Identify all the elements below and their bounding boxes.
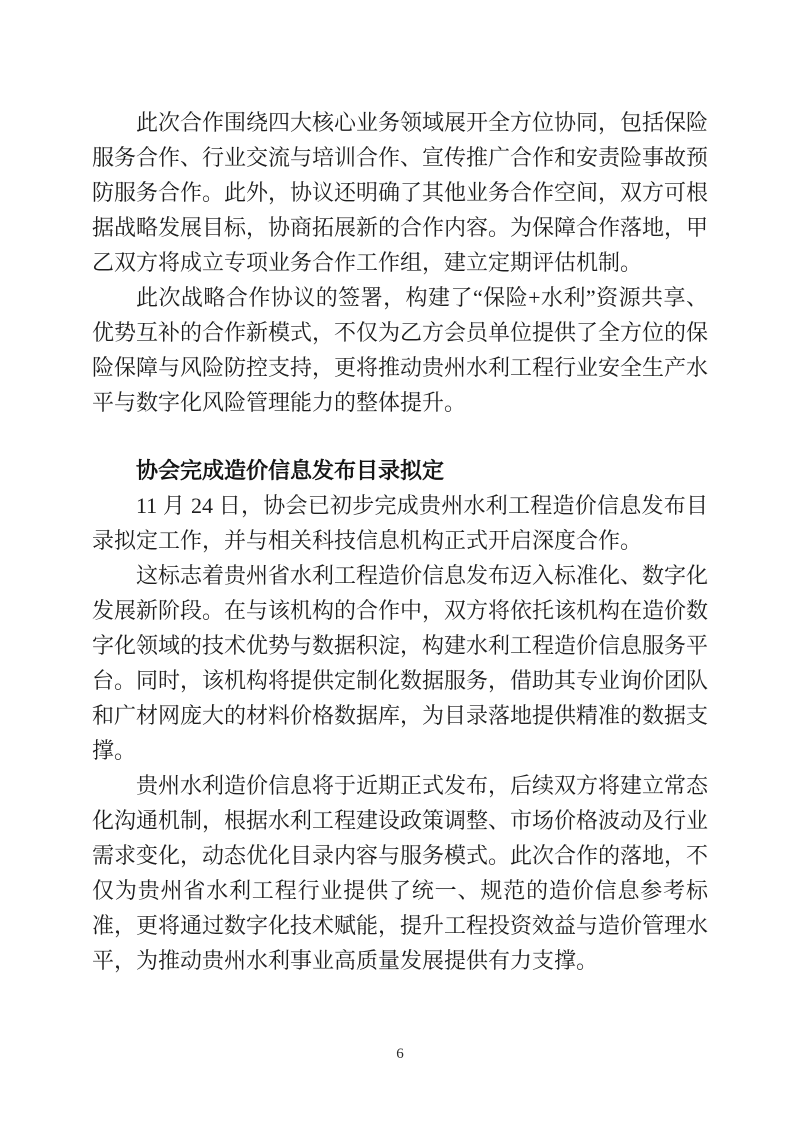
paragraph-platform-details: 这标志着贵州省水利工程造价信息发布迈入标准化、数字化发展新阶段。在与该机构的合作中，双方将依托该机构在造价数字化领域的技术优势与数据积淀，构建水利工程造价信息服务平台。同时，该机构将提供定制化数据服务，借助其专业询价团队和广材网庞大的材料价格数据库，为目录落地提供精准的数据支撑。: [92, 563, 709, 763]
document-body: [92, 105, 708, 978]
page-number: 6: [396, 1046, 404, 1062]
paragraph-future-plans: 贵州水利造价信息将于近期正式发布，后续双方将建立常态化沟通机制，根据水利工程建设政策调整、市场价格波动及行业需求变化，动态优化目录内容与服务模式。此次合作的落地，不仅为贵州省水利工程行业提供了统一、规范的造价信息参考标准，更将通过数字化技术赋能，提升工程投资效益与造价管理水平，为推动贵州水利事业高质量发展提供有力支撑。: [92, 773, 709, 973]
paragraph-catalog-announcement: 11 月 24 日，协会已初步完成贵州水利工程造价信息发布目录拟定工作，并与相关科技信息机构正式开启深度合作。: [92, 493, 708, 553]
section-heading: 协会完成造价信息发布目录拟定: [136, 458, 445, 483]
paragraph-cooperation-scope: 此次合作围绕四大核心业务领域展开全方位协同，包括保险服务合作、行业交流与培训合作、宣传推广合作和安责险事故预防服务合作。此外，协议还明确了其他业务合作空间，双方可根据战略发展目标，协商拓展新的合作内容。为保障合作落地，甲乙双方将成立专项业务合作工作组，建立定期评估机制。: [92, 110, 709, 275]
paragraph-agreement-significance: 此次战略合作协议的签署，构建了“保险+水利”资源共享、优势互补的合作新模式，不仅为乙方会员单位提供了全方位的保险保障与风险防控支持，更将推动贵州水利工程行业安全生产水平与数字化风险管理能力的整体提升。: [92, 285, 709, 415]
